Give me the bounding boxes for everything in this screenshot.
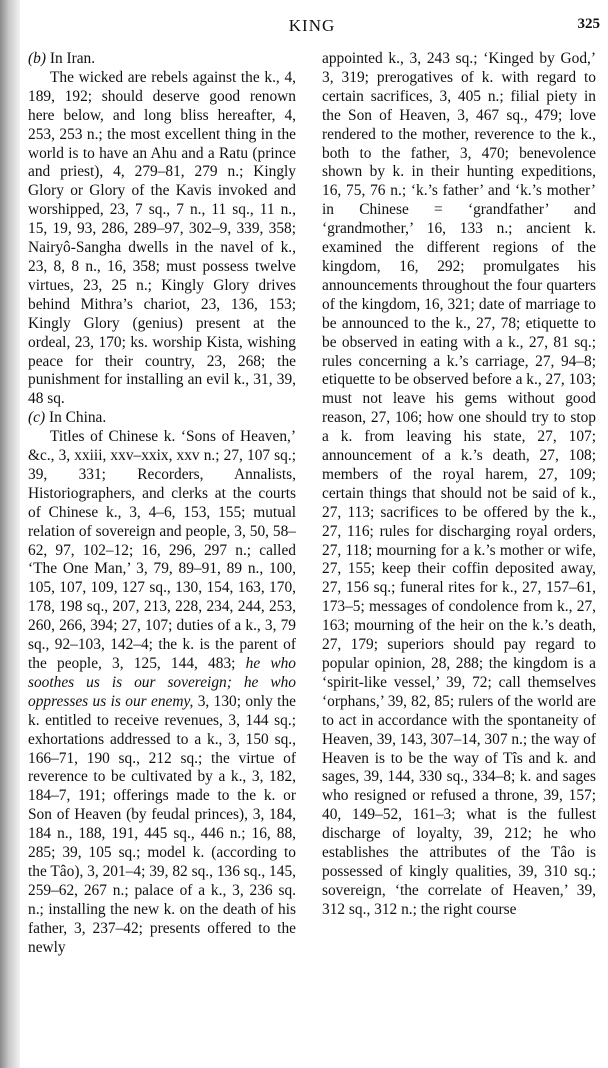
section-title-china: In China.	[48, 409, 107, 427]
page-number: 325	[577, 16, 600, 32]
right-column	[322, 50, 596, 1058]
entry-text-china-part2: 3, 130; only the k. entitled to receive revenues, 3, 144 sq.; exhortations addressed to a k., 3, 150 sq., 166–71, 190 sq., 212 sq.; the virtue of reverence to be cultivated by a k., 3, 182, 184–7, 191; offerings made to the k. or Son of Heaven (by feudal princes), 3, 184, 184 n., 188, 191, 445 sq., 446 n.; 16, 88, 285; 39, 105 sq.; model k. (according to the Tâo), 3, 201–4; 39, 82 sq., 136 sq., 145, 259–62, 267 n.; palace of a k., 3, 236 sq. n.; installing the new k. on the death of his father, 3, 237–42; presents offered to the newly	[28, 692, 296, 956]
entry-text-china	[28, 428, 296, 957]
entry-text-china-part1: Titles of Chinese k. ‘Sons of Heaven,’ &c., 3, xxiii, xxv–xxix, xxv n.; 27, 107 sq.; 39, 331; Recorders, Annalists, Historiographers, and clerks at the courts of Chinese k., 3, 4–6, 153, 155; mutual relation of sovereign and people, 3, 50, 58–62, 97, 102–12; 16, 296, 297 n.; called ‘The One Man,’ 3, 79, 89–91, 89 n., 100, 105, 107, 109, 127 sq., 130, 154, 163, 170, 178, 198 sq., 207, 213, 228, 234, 244, 253, 260, 266, 394; 27, 107; duties of a k., 3, 79 sq., 92–103, 142–4; the k. is the parent of the people, 3, 125, 144, 483;	[28, 428, 296, 672]
section-label-c: (c)	[28, 409, 46, 427]
entry-text-continued: appointed k., 3, 243 sq.; ‘Kinged by God,’ 3, 319; prerogatives of k. with regard to certain sacrifices, 3, 405 n.; filial piety in the Son of Heaven, 3, 467 sq., 479; love rendered to the mother, reverence to the k., both to the father, 3, 470; benevolence shown by k. in their hunting expeditions, 16, 75, 76 n.; ‘k.’s father’ and ‘k.’s mother’ in Chinese = ‘grandfather’ and ‘grandmother,’ 16, 133 n.; ancient k. examined the different regions of the kingdom, 16, 292; promulgates his announcements throughout the four quarters of the kingdom, 16, 321; date of marriage to be announced to the k., 27, 78; etiquette to be observed in eating with a k., 27, 81 sq.; rules concerning a k.’s carriage, 27, 94–8; etiquette to be observed before a k., 27, 103; must not leave his gems without good reason, 27, 106; how one should try to stop a k. from leaving his state, 27, 107; announcement of a k.’s death, 27, 108; members of the royal harem, 27, 109; certain things that should not be said of k., 27, 113; sacrifices to be offered by the k., 27, 116; rules for discharging royal orders, 27, 118; mourning for a k.’s mother or wife, 27, 155; keep their coffin deposited away, 27, 156 sq.; funeral rites for k., 27, 157–61, 173–5; messages of condolence from k., 27, 163; mourning of the heir on the k.’s death, 27, 179; superiors should pay regard to popular opinion, 28, 288; the kingdom is a ‘spirit-like vessel,’ 39, 72; call themselves ‘orphans,’ 39, 82, 85; rulers of the world are to act in accordance with the spontaneity of Heaven, 39, 143, 307–14, 307 n.; the way of Heaven is to be the way of Tîs and k. and sages, 39, 144, 330 sq., 334–8; k. and sages who resigned or refused a throne, 39, 157; 40, 149–52, 161–3; what is the fullest discharge of loyalty, 39, 212; he who establishes the attributes of the Tâo is possessed of kingly qualities, 39, 310 sq.; sovereign, ‘the correlate of Heaven,’ 39, 312 sq., 312 n.; the right course	[322, 50, 596, 918]
entry-text-iran: The wicked are rebels against the k., 4, 189, 192; should deserve good renown here below, and long bliss hereafter, 4, 253, 253 n.; the most excellent thing in the world is to have an Ahu and a Ratu (prince and priest), 4, 279–81, 279 n.; Kingly Glory or Glory of the Kavis invoked and worshipped, 23, 7 sq., 7 n., 11 sq., 11 n., 15, 19, 93, 286, 289–97, 302–9, 339, 358; Nairyô-Sangha dwells in the navel of k., 23, 8, 8 n., 16, 358; must possess twelve virtues, 23, 25 n.; Kingly Glory drives behind Mithra’s chariot, 23, 136, 153; Kingly Glory (genius) present at the ordeal, 23, 170; ks. worship Kista, wishing peace for their country, 23, 268; the punishment for installing an evil k., 31, 39, 48 sq.	[28, 68, 296, 408]
italic-quotation: he who soothes us is our sovereign; he who oppresses us is our enemy,	[28, 655, 296, 710]
book-spine-shadow	[0, 0, 20, 1068]
section-label-b: (b)	[28, 50, 46, 67]
left-column	[28, 50, 296, 1058]
page-header	[24, 16, 600, 42]
section-heading-iran	[28, 50, 296, 69]
section-heading-china	[28, 409, 296, 428]
section-title-iran: In Iran.	[49, 50, 96, 67]
running-head: KING	[288, 16, 336, 35]
